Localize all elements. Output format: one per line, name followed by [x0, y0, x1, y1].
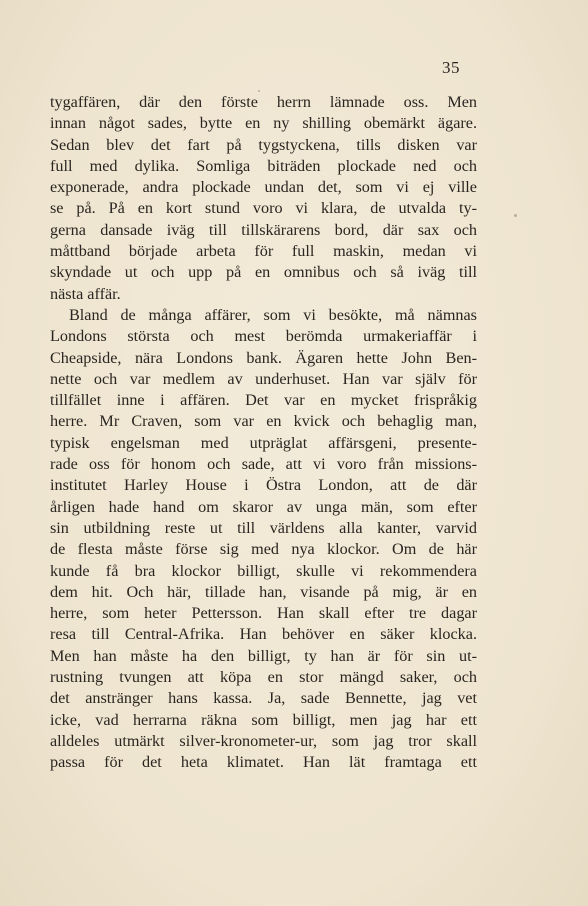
text-line: årligen hade hand om skaror av unga män, som efter [50, 497, 477, 516]
text-line: alldeles utmärkt silver-kronometer-ur, som jag tror skall [50, 731, 477, 750]
paper-speck [258, 90, 260, 92]
text-line: dem hit. Och här, tillade han, visande på mig, är en [50, 582, 477, 601]
text-line: innan något sades, bytte en ny shilling obemärkt ägare. [50, 114, 477, 133]
text-line: icke, vad herrarna räkna som billigt, men jag har ett [50, 710, 477, 729]
text-line: tillfället inne i affären. Det var en mycket frispråkig [50, 391, 477, 410]
text-line: rustning tvungen att köpa en stor mängd saker, och [50, 668, 477, 687]
text-line: Cheapside, nära Londons bank. Ägaren hette John Ben- [50, 348, 477, 367]
page-number: 35 [442, 58, 460, 77]
text-line: måttband började arbeta för full maskin, medan vi [50, 242, 477, 261]
text-line: nästa affär. [50, 284, 121, 303]
text-line: Bland de många affärer, som vi besökte, må nämnas [69, 305, 477, 324]
text-line: kunde få bra klockor billigt, skulle vi rekommendera [50, 561, 477, 580]
text-line: full med dylika. Somliga biträden plockade ned och [50, 156, 477, 175]
text-line: tygaffären, där den förste herrn lämnade oss. Men [50, 93, 477, 111]
text-line: se på. På en kort stund voro vi klara, de utvalda ty- [50, 199, 477, 218]
text-line: passa för det heta klimatet. Han lät framtaga ett [50, 753, 477, 772]
text-line: skyndade ut och upp på en omnibus och så iväg till [50, 263, 477, 282]
paper-speck [514, 214, 517, 217]
text-line: exponerade, andra plockade undan det, som vi ej ville [50, 178, 477, 197]
text-line: de flesta måste förse sig med nya klockor. Om de här [50, 540, 477, 559]
text-line: gerna dansade iväg till tillskärarens bord, där sax och [50, 220, 477, 239]
text-line: typisk engelsman med utpräglat affärsgeni, presente- [50, 433, 477, 452]
text-line: Londons största och mest berömda urmakeriaffär i [50, 327, 477, 346]
text-line: institutet Harley House i Östra London, att de där [50, 476, 477, 495]
text-line: resa till Central-Afrika. Han behöver en säker klocka. [50, 625, 477, 644]
text-line: Sedan blev det fart på tygstyckena, tills disken var [50, 135, 477, 154]
text-line: sin utbildning reste ut till världens alla kanter, varvid [50, 518, 477, 537]
text-line: Men han måste ha den billigt, ty han är för sin ut- [50, 646, 477, 665]
text-line: rade oss för honom och sade, att vi voro från missions- [50, 455, 477, 474]
text-line: herre. Mr Craven, som var en kvick och behaglig man, [50, 412, 477, 431]
body-text [50, 92, 477, 774]
text-line: herre, som heter Pettersson. Han skall efter tre dagar [50, 604, 477, 623]
text-line: det anstränger hans kassa. Ja, sade Bennette, jag vet [50, 689, 477, 708]
text-line: nette och var medlem av underhuset. Han var själv för [50, 369, 477, 388]
